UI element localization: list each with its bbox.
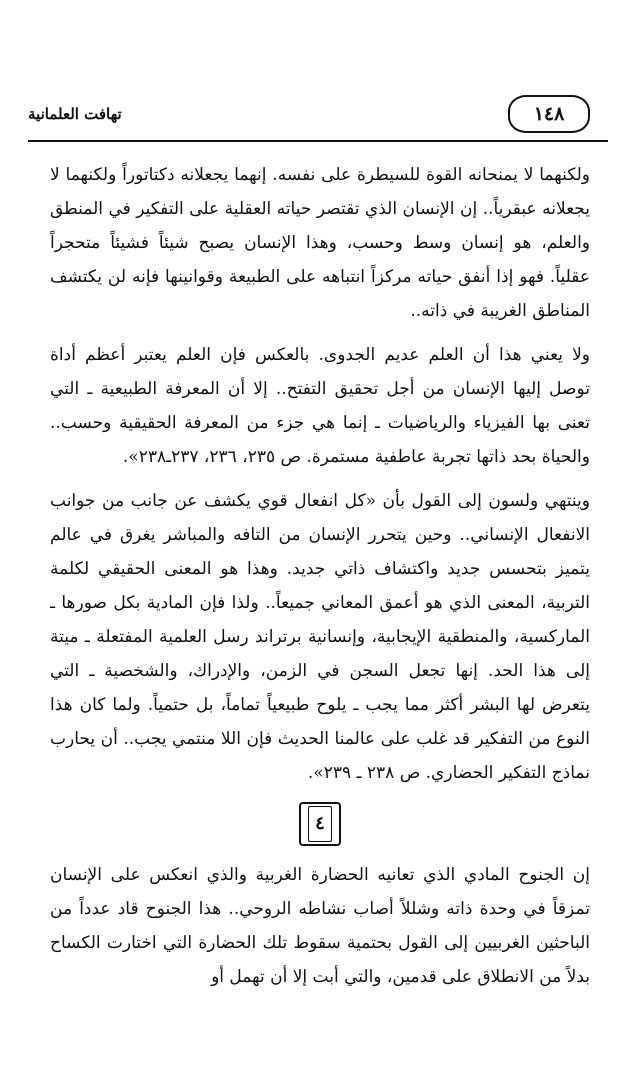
paragraph: ولكنهما لا يمنحانه القوة للسيطرة على نفسه. إنهما يجعلانه دكتاتوراً ولكنهما لا يجعلانه عبقرياً.. إن الإنسان الذي تقتصر حياته العقلية على التفكير في المنطق والعلم، هو إنسان وسط وحسب، وهذا الإنسان يصبح شيئاً فشيئاً متحجراً عقلياً. فهو إذا أنفق حياته مركزاً انتباهه على الطبيعة وقوانينها فإنه لن يكتشف المناطق الغريبة في ذاته..: [50, 165, 590, 321]
paragraph: ولا يعني هذا أن العلم عديم الجدوى. بالعكس فإن العلم يعتبر أعظم أداة توصل إليها الإنسان من أجل تحقيق التفتح.. إلا أن المعرفة الطبيعية ـ التي تعنى بها الفيزياء والرياضيات ـ إنما هي جزء من المعرفة الحقيقية وحسب.. والحياة بحد ذاتها تجربة عاطفية مستمرة. ص ٢٣٥، ٢٣٦، ٢٣٧ـ٢٣٨».: [50, 345, 590, 467]
section-number: ٤: [308, 806, 332, 842]
page-number-badge: [508, 95, 590, 133]
page-header: [28, 95, 608, 139]
running-title: تهافت العلمانية: [28, 105, 122, 123]
page-body: [50, 158, 590, 994]
section-number-box: [299, 802, 341, 846]
paragraph: إن الجنوح المادي الذي تعانيه الحضارة الغربية والذي انعكس على الإنسان تمزقاً في وحدة ذاته وشللاً أصاب نشاطه الروحي.. هذا الجنوح قاد عدداً من الباحثين الغربيين إلى القول بحتمية سقوط تلك الحضارة التي اختارت الكساح بدلاً من الانطلاق على قدمين، والتي أبت إلا أن تهمل أو: [50, 865, 590, 987]
paragraph: وينتهي ولسون إلى القول بأن «كل انفعال قوي يكشف عن جانب من جوانب الانفعال الإنساني.. وحين يتحرر الإنسان من التافه والمباشر يغرق في عالم يتميز بتحسس جديد واكتشاف ذاتي جديد. وهذا هو المعنى الحقيقي لكلمة التربية، المعنى الذي هو أعمق المعاني جميعاً.. ولذا فإن المادية بكل صورها ـ الماركسية، والمنطقية الإيجابية، وإنسانية برتراند رسل العلمية المفتعلة ـ ميتة إلى هذا الحد. إنها تجعل السجن في الزمن، والإدراك، والشخصية ـ التي يتعرض لها البشر أكثر مما يجب ـ يلوح طبيعياً تماماً، بل حتمياً. ولما كان هذا النوع من التفكير قد غلب على عالمنا الحديث فإن اللا منتمي يجب.. أن يحارب نماذج التفكير الحضاري. ص ٢٣٨ ـ ٢٣٩».: [50, 491, 590, 783]
header-rule: [28, 140, 608, 142]
page-number: ١٤٨: [533, 103, 565, 125]
